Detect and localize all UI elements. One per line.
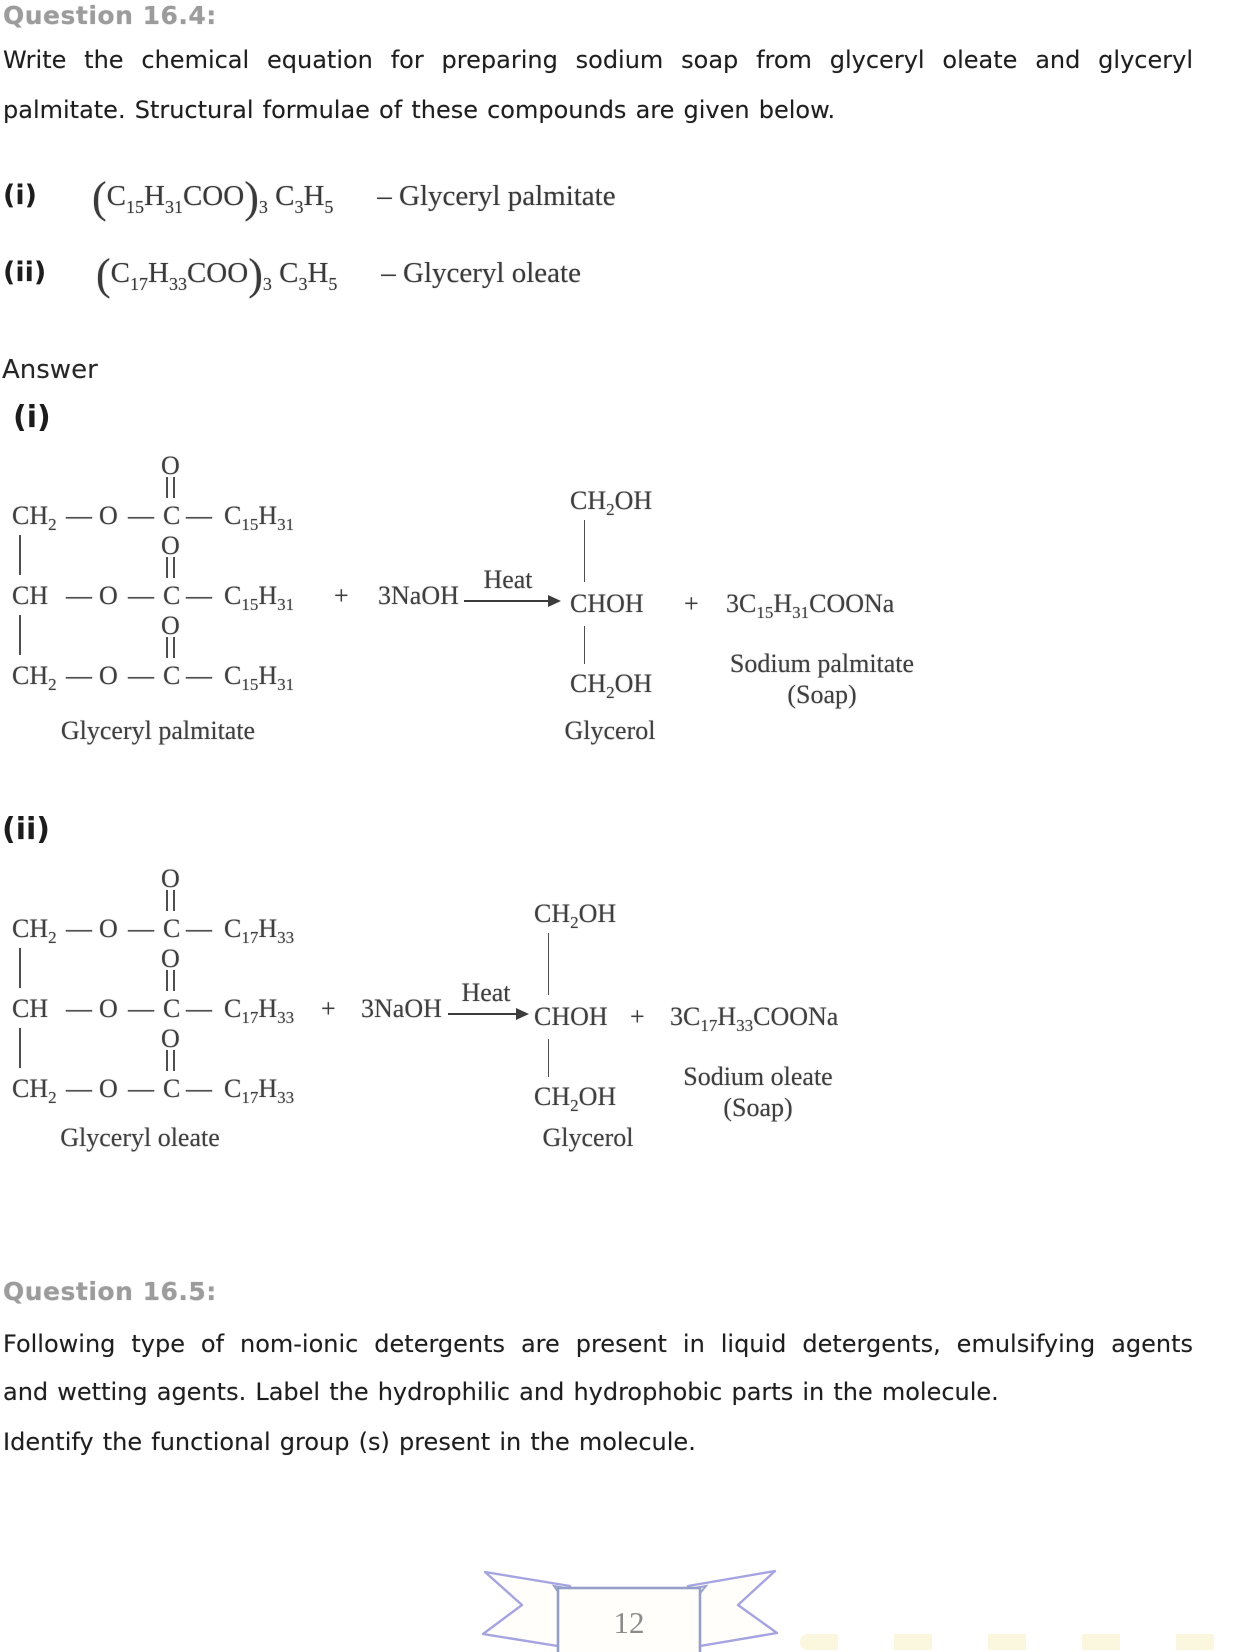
page-number-ribbon [470, 1560, 790, 1652]
glycerol-bottom: $CH_2OH$ [570, 669, 653, 702]
carbonyl-carbon: C [163, 661, 181, 690]
ester-oxygen: O [99, 661, 118, 690]
compound-item-i [0, 172, 900, 232]
bond-dash: — [66, 581, 92, 610]
carbonyl-oxygen: O [161, 944, 180, 973]
ester-oxygen: O [99, 914, 118, 943]
double-bond [166, 970, 175, 991]
glycerol-carbon: $CH_2$ [12, 914, 57, 947]
heat-label: Heat [483, 565, 533, 594]
acyl-group: $C_{17}H_{33}$ [224, 994, 295, 1027]
bond-dash: — [66, 994, 92, 1023]
watermark-artifact [800, 1634, 1255, 1650]
reaction-arrow-head [516, 1008, 529, 1020]
product-name: Sodium palmitate [729, 649, 915, 678]
molecule-label: Glyceryl oleate [60, 1123, 220, 1152]
double-bond [166, 637, 175, 658]
bond-dash: — [66, 661, 92, 690]
ester-oxygen: O [99, 581, 118, 610]
bond-dash: — [128, 661, 154, 690]
double-bond [166, 477, 175, 498]
carbonyl-oxygen: O [161, 451, 180, 480]
carbonyl-carbon: C [163, 994, 181, 1023]
plus-sign: + [684, 589, 699, 618]
glycerol-mid: CHOH [570, 589, 644, 618]
glycerol-carbon: $CH_2$ [12, 501, 57, 534]
compound-ii-marker: (ii) [3, 257, 47, 288]
question-16-4-line-1: Write the chemical equation for preparing sodium soap from glyceryl oleate and glyceryl [3, 46, 1193, 74]
double-bond [166, 557, 175, 578]
carbon-chain-bond [19, 615, 21, 655]
reaction-arrow [464, 600, 552, 602]
question-16-5-line-2: and wetting agents. Label the hydrophilic and hydrophobic parts in the molecule. [3, 1378, 999, 1406]
bond-dash: — [128, 501, 154, 530]
bond-dash: — [66, 914, 92, 943]
product-name: Sodium oleate [683, 1062, 833, 1091]
heat-label: Heat [461, 978, 511, 1007]
bond-dash: — [66, 501, 92, 530]
bond-dash: — [186, 501, 212, 530]
glycerol-carbon: $CH_2$ [12, 661, 57, 694]
glycerol-bond [584, 520, 585, 582]
bond-dash: — [186, 581, 212, 610]
carbonyl-oxygen: O [161, 531, 180, 560]
molecule-label: Glyceryl palmitate [60, 716, 256, 745]
carbonyl-carbon: C [163, 914, 181, 943]
glycerol-carbon: CH [12, 581, 49, 610]
compound-i-marker: (i) [3, 180, 37, 211]
reaction-arrow-head [548, 595, 561, 607]
carbonyl-oxygen: O [161, 864, 180, 893]
bond-dash: — [128, 1074, 154, 1103]
ester-oxygen: O [99, 501, 118, 530]
ester-oxygen: O [99, 1074, 118, 1103]
reaction-i-marker: (i) [13, 400, 51, 435]
double-bond [166, 1050, 175, 1071]
carbon-chain-bond [19, 1028, 21, 1068]
compound-i-formula: $(C_{15}H_{31}COO)_3$ $C_3H_5$ [92, 173, 334, 222]
glycerol-top: $CH_2OH$ [534, 899, 617, 932]
reagent: 3NaOH [378, 581, 459, 610]
reaction-ii-marker: (ii) [2, 812, 50, 847]
acyl-group: $C_{15}H_{31}$ [224, 581, 295, 614]
carbonyl-oxygen: O [161, 611, 180, 640]
product-note: (Soap) [723, 1093, 793, 1122]
glycerol-label: Glycerol [542, 1123, 634, 1152]
answer-label: Answer [2, 355, 98, 385]
acyl-group: $C_{15}H_{31}$ [224, 661, 295, 694]
glycerol-bond [548, 933, 549, 995]
plus-sign: + [321, 994, 336, 1023]
plus-sign: + [630, 1002, 645, 1031]
glycerol-bottom: $CH_2OH$ [534, 1082, 617, 1115]
double-bond [166, 890, 175, 911]
question-16-5-line-1: Following type of nom-ionic detergents are present in liquid detergents, emulsifying agents [3, 1330, 1193, 1358]
page-number: 12 [613, 1605, 645, 1640]
bond-dash: — [128, 914, 154, 943]
glycerol-bond [584, 626, 585, 664]
compound-ii-name: – Glyceryl oleate [374, 257, 581, 289]
bond-dash: — [66, 1074, 92, 1103]
glycerol-carbon: CH [12, 994, 49, 1023]
question-16-4-line-2: palmitate. Structural formulae of these compounds are given below. [3, 96, 836, 124]
product-formula: $3C_{17}H_{33}COONa$ [670, 1002, 839, 1035]
product-note: (Soap) [787, 680, 857, 709]
plus-sign: + [334, 581, 349, 610]
glycerol-label: Glycerol [564, 716, 656, 745]
carbonyl-carbon: C [163, 501, 181, 530]
acyl-group: $C_{17}H_{33}$ [224, 1074, 295, 1107]
acyl-group: $C_{17}H_{33}$ [224, 914, 295, 947]
compound-ii-formula: $(C_{17}H_{33}COO)_3$ $C_3H_5$ [96, 250, 338, 299]
reagent: 3NaOH [361, 994, 442, 1023]
glycerol-mid: CHOH [534, 1002, 608, 1031]
reaction-ii-diagram [0, 843, 960, 1165]
acyl-group: $C_{15}H_{31}$ [224, 501, 295, 534]
ester-oxygen: O [99, 994, 118, 1023]
carbonyl-oxygen: O [161, 1024, 180, 1053]
bond-dash: — [186, 914, 212, 943]
carbon-chain-bond [19, 535, 21, 575]
compound-i-name: – Glyceryl palmitate [370, 180, 616, 212]
reaction-i-diagram [0, 430, 960, 752]
question-16-5-header: Question 16.5: [3, 1277, 217, 1306]
carbonyl-carbon: C [163, 1074, 181, 1103]
carbon-chain-bond [19, 948, 21, 988]
question-16-4-header: Question 16.4: [3, 1, 217, 30]
bond-dash: — [128, 581, 154, 610]
bond-dash: — [186, 1074, 212, 1103]
glycerol-carbon: $CH_2$ [12, 1074, 57, 1107]
bond-dash: — [128, 994, 154, 1023]
compound-item-ii [0, 249, 900, 309]
ribbon-right-flag [688, 1571, 777, 1648]
product-formula: $3C_{15}H_{31}COONa$ [726, 589, 895, 622]
reaction-arrow [448, 1013, 520, 1015]
question-16-5-line-3: Identify the functional group (s) present in the molecule. [3, 1428, 696, 1456]
bond-dash: — [186, 994, 212, 1023]
glycerol-top: $CH_2OH$ [570, 486, 653, 519]
glycerol-bond [548, 1039, 549, 1077]
carbonyl-carbon: C [163, 581, 181, 610]
bond-dash: — [186, 661, 212, 690]
